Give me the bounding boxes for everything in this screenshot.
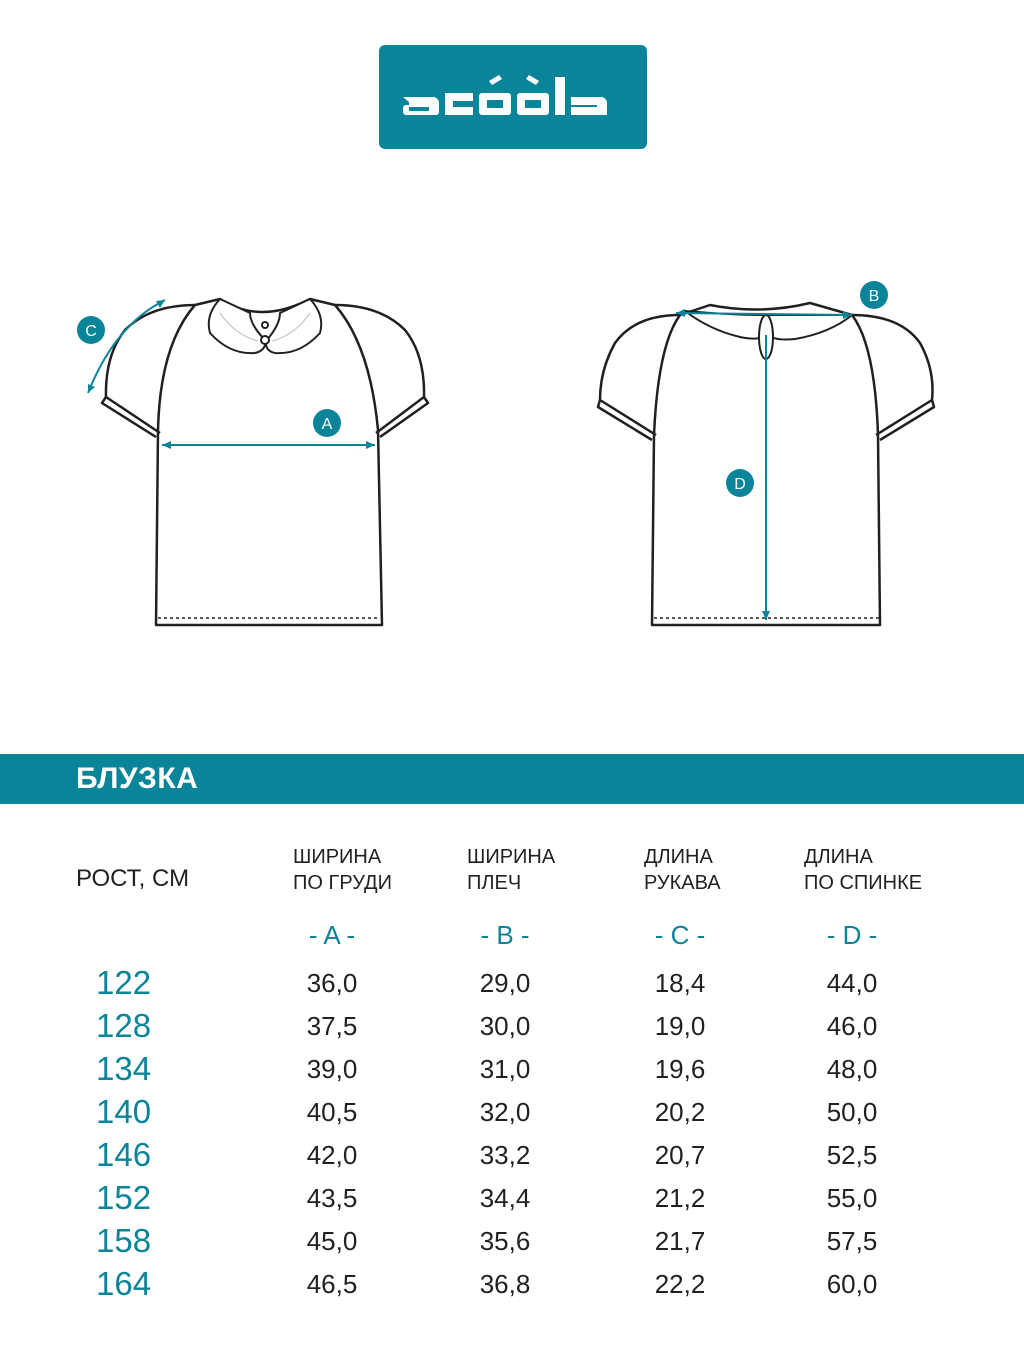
- value-cell: 44,0: [826, 968, 878, 998]
- column-header: [293, 844, 392, 896]
- value-cell: 20,7: [654, 1140, 706, 1170]
- marker-a-icon: [313, 409, 341, 437]
- page-title: БЛУЗКА: [76, 762, 199, 795]
- value-cell: 36,0: [306, 968, 358, 998]
- height-cell: 134: [96, 1050, 152, 1087]
- value-cell: 19,0: [654, 1011, 706, 1041]
- column-header-line2: ПЛЕЧ: [467, 872, 522, 894]
- height-cell: 146: [96, 1136, 152, 1173]
- value-cell: 52,5: [826, 1140, 878, 1170]
- column-header-line2: ПО СПИНКЕ: [804, 872, 923, 894]
- column-header-line1: ДЛИНА: [804, 846, 873, 868]
- height-cell: 158: [96, 1222, 152, 1259]
- svg-text:B: B: [868, 288, 880, 305]
- brand-logo: [379, 45, 647, 149]
- column-header: [467, 844, 555, 896]
- height-cell: 122: [96, 964, 152, 1001]
- value-cell: 46,0: [826, 1011, 878, 1041]
- column-header: [804, 844, 922, 896]
- value-cell: 22,2: [654, 1269, 706, 1299]
- value-cell: 43,5: [306, 1183, 358, 1213]
- value-cell: 18,4: [654, 968, 706, 998]
- value-cell: 34,4: [479, 1183, 531, 1213]
- value-cell: 36,8: [479, 1269, 531, 1299]
- marker-c-icon: [77, 316, 105, 344]
- blouse-back-drawing: [590, 275, 950, 645]
- title-band: [0, 754, 1024, 804]
- value-cell: 21,7: [654, 1226, 706, 1256]
- value-cell: 48,0: [826, 1054, 878, 1084]
- svg-text:D: D: [734, 476, 746, 493]
- svg-text:C: C: [85, 323, 97, 340]
- value-cell: 50,0: [826, 1097, 878, 1127]
- height-cell: 152: [96, 1179, 152, 1216]
- height-cell: 164: [96, 1265, 152, 1302]
- height-column-header: РОСТ, СМ: [76, 865, 190, 892]
- value-cell: 39,0: [306, 1054, 358, 1084]
- value-cell: 29,0: [479, 968, 531, 998]
- marker-b-icon: [860, 281, 888, 309]
- height-cell: 128: [96, 1007, 152, 1044]
- blouse-front-drawing: [70, 285, 450, 645]
- value-cell: 30,0: [479, 1011, 531, 1041]
- column-header-line2: РУКАВА: [644, 872, 721, 894]
- value-cell: 35,6: [479, 1226, 531, 1256]
- value-cell: 33,2: [479, 1140, 531, 1170]
- column-header-line1: ШИРИНА: [467, 846, 556, 868]
- column-letter: - A -: [308, 920, 356, 950]
- acoola-logo-icon: [379, 45, 647, 149]
- value-cell: 45,0: [306, 1226, 358, 1256]
- column-header: [644, 844, 721, 896]
- value-cell: 55,0: [826, 1183, 878, 1213]
- value-cell: 32,0: [479, 1097, 531, 1127]
- value-cell: 21,2: [654, 1183, 706, 1213]
- value-cell: 31,0: [479, 1054, 531, 1084]
- value-cell: 46,5: [306, 1269, 358, 1299]
- value-cell: 19,6: [654, 1054, 706, 1084]
- svg-text:A: A: [321, 416, 333, 433]
- value-cell: 20,2: [654, 1097, 706, 1127]
- value-cell: 40,5: [306, 1097, 358, 1127]
- column-header-line2: ПО ГРУДИ: [293, 872, 392, 894]
- column-header-line1: ДЛИНА: [644, 846, 713, 868]
- column-letter: - C -: [654, 920, 706, 950]
- value-cell: 37,5: [306, 1011, 358, 1041]
- marker-d-icon: [726, 469, 754, 497]
- value-cell: 57,5: [826, 1226, 878, 1256]
- column-letter: - D -: [826, 920, 878, 950]
- height-cell: 140: [96, 1093, 152, 1130]
- value-cell: 60,0: [826, 1269, 878, 1299]
- value-cell: 42,0: [306, 1140, 358, 1170]
- column-header-line1: ШИРИНА: [293, 846, 382, 868]
- column-letter: - B -: [480, 920, 530, 950]
